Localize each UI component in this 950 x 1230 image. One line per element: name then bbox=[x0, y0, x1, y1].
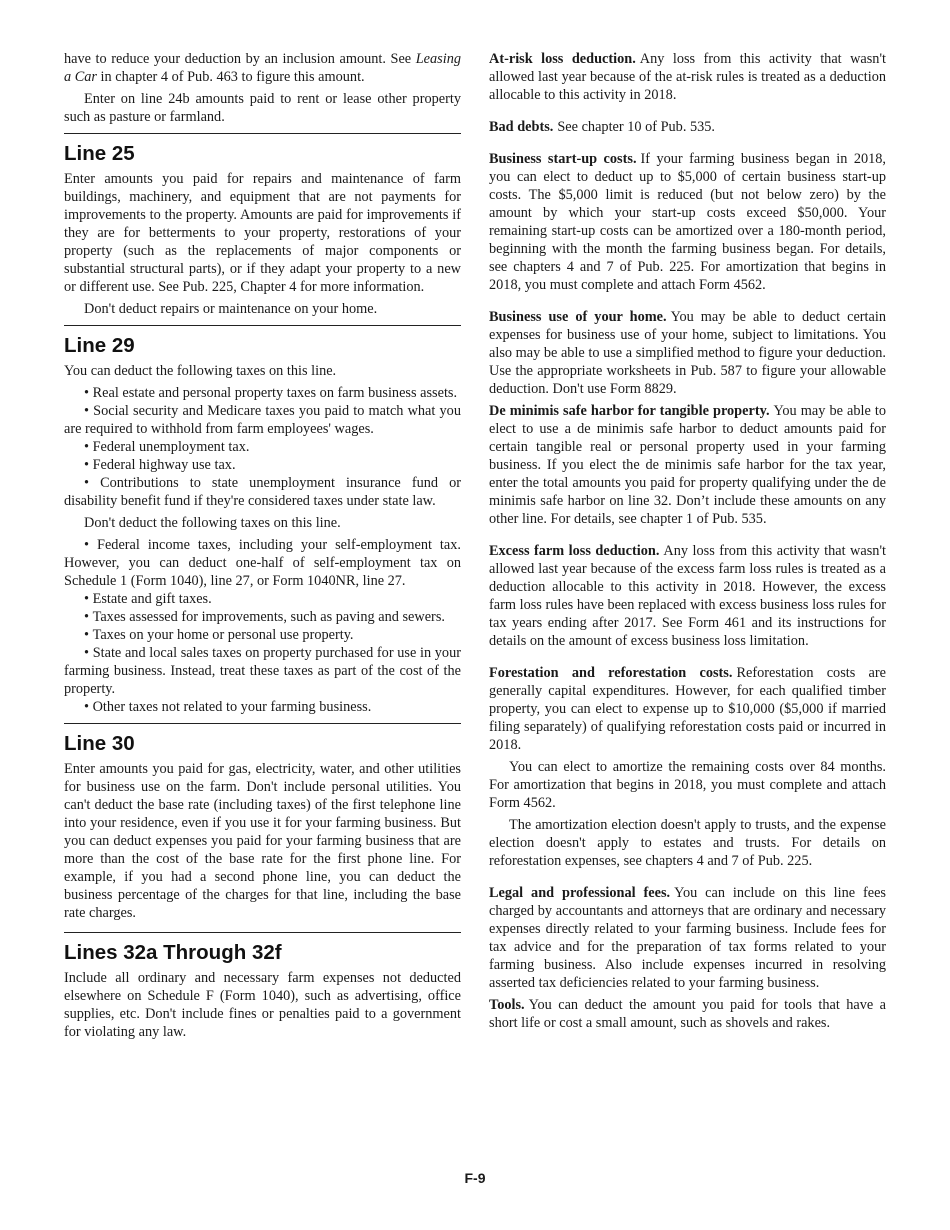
intro-paragraph-1: have to reduce your deduction by an inclusion amount. See Leasing a Car in chapter 4 of Pub. 463 to figure this amount. bbox=[64, 51, 461, 85]
line30-paragraph: Enter amounts you paid for gas, electricity, water, and other utilities for business use on the farm. Don't include personal utilities. You can't deduct the base rate (including taxes) of the first telephone line into your residence, even if you use it for your farming business. But you can deduct expenses you paid for your farming business that are more than the cost of the base rate for the first phone line. For example, if you had a second phone line, you can deduct the business percentage of the charges for that line, including the base rate charges. bbox=[64, 761, 461, 921]
tools-entry: Tools. You can deduct the amount you paid for tools that have a short life or cost a small amount, such as shovels and rakes. bbox=[489, 997, 886, 1031]
deduct-tax-item: • Contributions to state unemployment insurance fund or disability benefit fund if they're considered taxes under state law. bbox=[64, 474, 461, 510]
tools-term: Tools. bbox=[489, 997, 525, 1013]
startup-costs-term: Business start-up costs. bbox=[489, 151, 637, 167]
right-column bbox=[489, 50, 886, 1046]
de-minimis-term: De minimis safe harbor for tangible property. bbox=[489, 403, 770, 419]
home-use-entry: Business use of your home. You may be able to deduct certain expenses for business use of your home, subject to limitations. You also may be able to use a simplified method to figure your deduction. Use the appropriate worksheets in Pub. 587 to figure your allowable deduction. Don't use Form 8829. bbox=[489, 309, 886, 397]
intro-paragraph-2: Enter on line 24b amounts paid to rent or lease other property such as pasture or farmland. bbox=[64, 91, 461, 125]
page-number: F-9 bbox=[464, 1170, 486, 1186]
legal-fees-entry: Legal and professional fees. You can include on this line fees charged by accountants and attorneys that are ordinary and necessary expenses directly related to your farming business. Include fees for tax advice and for the preparation of tax forms related to your farming business. Also include expenses incurred in resolving asserted tax deficiencies related to your farming business. bbox=[489, 885, 886, 991]
no-deduct-tax-item: • Federal income taxes, including your self-employment tax. However, you can deduct one-half of self-employment tax on Schedule 1 (Form 1040), line 27, or Form 1040NR, line 27. bbox=[64, 536, 461, 590]
heading-line-29: Line 29 bbox=[64, 334, 135, 357]
deduct-tax-item: • Real estate and personal property taxes on farm business assets. bbox=[64, 384, 461, 402]
heading-line-25: Line 25 bbox=[64, 142, 135, 165]
no-deduct-tax-item: • Estate and gift taxes. bbox=[64, 590, 461, 608]
no-deduct-intro: Don't deduct the following taxes on this line. bbox=[84, 515, 341, 531]
heading-line-30: Line 30 bbox=[64, 732, 135, 755]
de-minimis-entry: De minimis safe harbor for tangible property. You may be able to elect to use a de minimis safe harbor to deduct amounts paid for certain tangible real or personal property used in your farming business. If you elect the de minimis safe harbor for the tax year, enter the total amounts you paid for property qualifying under the de minimis safe harbor on line 32. Don’t include these amounts on any other line. For details, see chapter 1 of Pub. 535. bbox=[489, 403, 886, 527]
deduct-tax-item: • Federal unemployment tax. bbox=[64, 438, 461, 456]
bad-debts-entry: Bad debts. See chapter 10 of Pub. 535. bbox=[489, 119, 715, 135]
line29-intro: You can deduct the following taxes on this line. bbox=[64, 363, 337, 379]
heading-lines-32a-32f: Lines 32a Through 32f bbox=[64, 941, 282, 964]
legal-fees-term: Legal and professional fees. bbox=[489, 885, 671, 901]
section-line-29 bbox=[64, 325, 461, 716]
forestation-term: Forestation and reforestation costs. bbox=[489, 665, 733, 681]
section-line-30 bbox=[64, 723, 461, 922]
section-lines-32a-32f bbox=[64, 932, 461, 1041]
home-use-term: Business use of your home. bbox=[489, 309, 667, 325]
no-deduct-tax-item: • Other taxes not related to your farming business. bbox=[64, 698, 461, 716]
line32-paragraph: Include all ordinary and necessary farm expenses not deducted elsewhere on Schedule F (Form 1040), such as advertising, office supplies, etc. Don't include fines or penalties paid to a government for violating any law. bbox=[64, 970, 461, 1040]
startup-costs-entry: Business start-up costs. If your farming business began in 2018, you can elect to deduct up to $5,000 of certain business start-up costs. The $5,000 limit is reduced (but not below zero) by the amount by which your start-up costs exceed $50,000. Your remaining start-up costs can be amortized over a 180-month period, beginning with the month the farming business began. For details, see chapters 4 and 7 of Pub. 225. For amortization that begins in 2018, you must complete and attach Form 4562. bbox=[489, 151, 887, 293]
at-risk-term: At-risk loss deduction. bbox=[489, 51, 636, 67]
excess-loss-entry: Excess farm loss deduction. Any loss from this activity that wasn't allowed last year because of the excess farm loss rules is treated as a deduction allocable to this activity in 2018. However, the excess farm loss rules have been replaced with excess business loss rules for tax years ending after 2017. See Form 461 and its instructions for details on the amount of excess business loss limitation. bbox=[489, 543, 886, 649]
no-deduct-tax-item: • State and local sales taxes on property purchased for use in your farming business. Instead, treat these taxes as part of the cost of the property. bbox=[64, 644, 461, 698]
forestation-paragraph-2: You can elect to amortize the remaining costs over 84 months. For amortization that begins in 2018, you must complete and attach Form 4562. bbox=[489, 759, 886, 811]
excess-loss-term: Excess farm loss deduction. bbox=[489, 543, 660, 559]
at-risk-entry: At-risk loss deduction. Any loss from this activity that wasn't allowed last year because of the at-risk rules is treated as a deduction allocable to this activity in 2018. bbox=[489, 51, 887, 103]
leasing-a-car-italic: Leasing a Car bbox=[64, 51, 461, 85]
forestation-entry: Forestation and reforestation costs. Reforestation costs are generally capital expenditures. However, for each qualified timber property, you can elect to expense up to $10,000 ($5,000 if married filing separately) of qualifying reforestation costs paid or incurred in 2018. bbox=[489, 665, 887, 753]
deduct-tax-item: • Federal highway use tax. bbox=[64, 456, 461, 474]
no-deduct-tax-item: • Taxes on your home or personal use property. bbox=[64, 626, 461, 644]
line25-paragraph-1: Enter amounts you paid for repairs and maintenance of farm buildings, machinery, and equipment that are not payments for improvements to the property. Amounts are paid for improvements if they are for betterments to your property, restorations of your property (such as the replacements of major components or substantial structural parts), or if they adapt your property to a new or different use. See Pub. 225, Chapter 4 for more information. bbox=[64, 171, 461, 295]
deduct-tax-item: • Social security and Medicare taxes you paid to match what you are required to withhold from farm employees' wages. bbox=[64, 402, 461, 438]
section-line-25 bbox=[64, 133, 461, 318]
forestation-paragraph-3: The amortization election doesn't apply to trusts, and the expense election doesn't apply to estates and trusts. For details on reforestation expenses, see chapters 4 and 7 of Pub. 225. bbox=[489, 817, 886, 869]
left-column bbox=[64, 50, 461, 1045]
line25-paragraph-2: Don't deduct repairs or maintenance on your home. bbox=[84, 301, 378, 317]
no-deduct-tax-item: • Taxes assessed for improvements, such as paving and sewers. bbox=[64, 608, 461, 626]
bad-debts-term: Bad debts. bbox=[489, 119, 554, 135]
